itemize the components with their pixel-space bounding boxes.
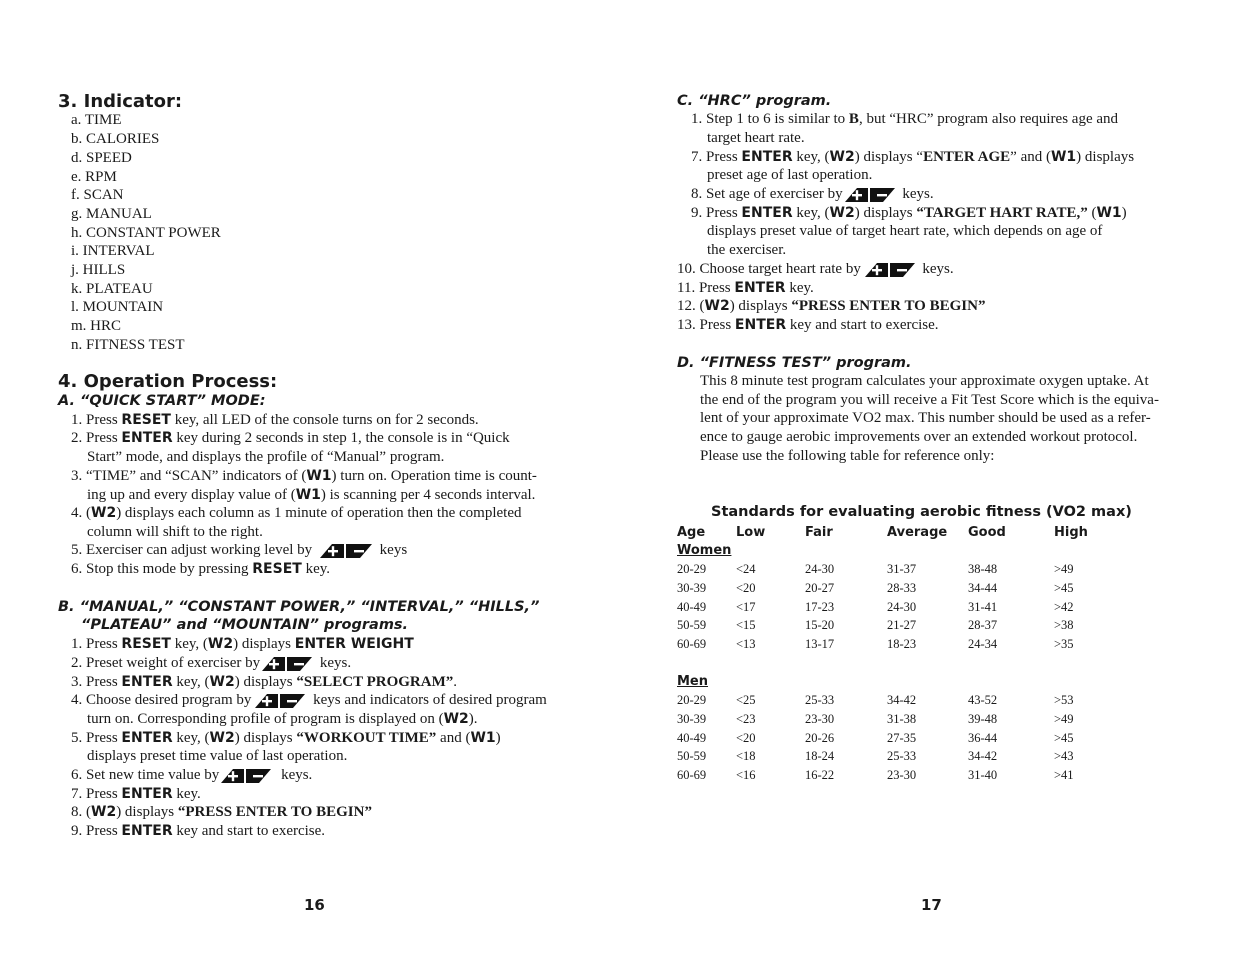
table-cell: <13 bbox=[736, 637, 756, 652]
step-b7: 7. Press ENTER key. bbox=[71, 786, 201, 802]
list-item: l. MOUNTAIN bbox=[71, 299, 164, 315]
table-cell: 18-24 bbox=[805, 749, 835, 764]
step-a4: 4. (W2) displays each column as 1 minute of operation then the completed bbox=[71, 505, 522, 521]
table-cell: 30-39 bbox=[677, 580, 707, 595]
column-header-average: Average bbox=[887, 525, 948, 540]
step-c12: 12. (W2) displays “PRESS ENTER TO BEGIN” bbox=[677, 298, 986, 314]
paragraph-line: lent of your approximate VO2 max. This number should be used as a refer- bbox=[700, 410, 1151, 426]
step-b6: 6. Set new time value by keys. bbox=[71, 767, 313, 783]
table-cell: >38 bbox=[1054, 618, 1074, 633]
step-b8: 8. (W2) displays “PRESS ENTER TO BEGIN” bbox=[71, 804, 372, 820]
table-cell: 18-23 bbox=[887, 637, 917, 652]
step-a5: 5. Exerciser can adjust working level by keys bbox=[71, 542, 408, 558]
table-cell: 30-39 bbox=[677, 711, 707, 726]
table-cell: 24-30 bbox=[805, 562, 835, 576]
step-c11: 11. Press ENTER key. bbox=[677, 280, 814, 296]
list-item: i. INTERVAL bbox=[71, 243, 155, 259]
step-c7: 7. Press ENTER key, (W2) displays “ENTER AGE” and (W1) displays bbox=[691, 149, 1135, 165]
table-cell: <17 bbox=[736, 599, 756, 614]
table-cell: 27-35 bbox=[887, 730, 917, 745]
table-cell: 39-48 bbox=[968, 711, 998, 726]
step-b2: 2. Preset weight of exerciser by keys. bbox=[71, 655, 352, 671]
table-cell: 60-69 bbox=[677, 768, 707, 783]
table-cell: 34-42 bbox=[968, 749, 998, 764]
subsection-d-title: D. “FITNESS TEST” program. bbox=[677, 355, 912, 371]
paragraph-line: This 8 minute test program calculates your approximate oxygen uptake. At bbox=[700, 373, 1149, 389]
list-item: m. HRC bbox=[71, 318, 122, 334]
section-4-title: 4. Operation Process: bbox=[58, 371, 278, 392]
table-cell: 34-42 bbox=[887, 693, 917, 707]
up-down-keys-icon bbox=[320, 543, 372, 559]
table-cell: 50-59 bbox=[677, 618, 707, 633]
table-cell: >49 bbox=[1054, 562, 1074, 576]
table-cell: 25-33 bbox=[887, 749, 917, 764]
table-cell: <20 bbox=[736, 730, 756, 745]
table-cell: >45 bbox=[1054, 730, 1074, 745]
table-cell: 17-23 bbox=[805, 599, 835, 614]
table-cell: >53 bbox=[1054, 693, 1074, 707]
paragraph-line: the end of the program you will receive a Fit Test Score which is the equiva- bbox=[700, 392, 1159, 408]
women-label: Women bbox=[677, 543, 732, 558]
step-a6: 6. Stop this mode by pressing RESET key. bbox=[71, 561, 330, 577]
table-cell: <15 bbox=[736, 618, 756, 633]
table-cell: >35 bbox=[1054, 637, 1074, 652]
step-b4-cont: turn on. Corresponding profile of program is displayed on (W2). bbox=[87, 711, 478, 727]
paragraph-line: ence to gauge aerobic improvements over an extended workout protocol. bbox=[700, 429, 1138, 445]
list-item: d. SPEED bbox=[71, 150, 132, 166]
table-cell: 23-30 bbox=[887, 768, 917, 783]
table-cell: 20-27 bbox=[805, 580, 835, 595]
step-a1: 1. Press RESET key, all LED of the console turns on for 2 seconds. bbox=[71, 412, 479, 428]
step-c10: 10. Choose target heart rate by keys. bbox=[677, 261, 954, 277]
step-b4: 4. Choose desired program by keys and indicators of desired program bbox=[71, 692, 547, 708]
list-item: b. CALORIES bbox=[71, 131, 160, 147]
table-cell: 28-33 bbox=[887, 580, 917, 595]
table-cell: 31-41 bbox=[968, 599, 998, 614]
table-cell: 20-29 bbox=[677, 562, 707, 576]
page-number: 17 bbox=[921, 896, 942, 914]
table-cell: 43-52 bbox=[968, 693, 998, 707]
step-a2-cont: Start” mode, and displays the profile of “Manual” program. bbox=[87, 449, 445, 465]
step-a4-cont: column will shift to the right. bbox=[87, 524, 263, 540]
table-cell: <18 bbox=[736, 749, 756, 764]
table-cell: 50-59 bbox=[677, 749, 707, 764]
table-cell: >42 bbox=[1054, 599, 1074, 614]
table-cell: 31-37 bbox=[887, 562, 917, 576]
step-b5: 5. Press ENTER key, (W2) displays “WORKOUT TIME” and (W1) bbox=[71, 730, 501, 746]
column-header-low: Low bbox=[736, 525, 766, 540]
up-down-keys-icon bbox=[255, 693, 305, 709]
table-cell: 23-30 bbox=[805, 711, 835, 726]
subsection-c-title: C. “HRC” program. bbox=[677, 93, 832, 109]
table-cell: <25 bbox=[736, 693, 756, 707]
step-b9: 9. Press ENTER key and start to exercise. bbox=[71, 823, 326, 839]
table-cell: 40-49 bbox=[677, 599, 707, 614]
table-cell: 40-49 bbox=[677, 730, 707, 745]
step-a2: 2. Press ENTER key during 2 seconds in step 1, the console is in “Quick bbox=[71, 430, 510, 446]
subsection-b-title: B. “MANUAL,” “CONSTANT POWER,” “INTERVAL,” “HILLS,” bbox=[58, 599, 540, 615]
table-cell: 24-30 bbox=[887, 599, 917, 614]
table-cell: 15-20 bbox=[805, 618, 835, 633]
list-item: g. MANUAL bbox=[71, 206, 152, 222]
list-item: n. FITNESS TEST bbox=[71, 337, 185, 353]
step-c7-cont: preset age of last operation. bbox=[707, 167, 873, 183]
step-c13: 13. Press ENTER key and start to exercise. bbox=[677, 317, 939, 333]
subsection-a-title: A. “QUICK START” MODE: bbox=[58, 393, 266, 409]
step-c9-cont2: the exerciser. bbox=[707, 242, 787, 258]
step-b1: 1. Press RESET key, (W2) displays ENTER WEIGHT bbox=[71, 636, 414, 652]
table-cell: 34-44 bbox=[968, 580, 998, 595]
table-cell: 25-33 bbox=[805, 693, 835, 707]
page-number: 16 bbox=[304, 896, 325, 914]
step-a3: 3. “TIME” and “SCAN” indicators of (W1) turn on. Operation time is count- bbox=[71, 468, 537, 484]
table-cell: 36-44 bbox=[968, 730, 998, 745]
step-c9: 9. Press ENTER key, (W2) displays “TARGET HART RATE,” (W1) bbox=[691, 205, 1127, 221]
table-cell: 60-69 bbox=[677, 637, 707, 652]
table-cell: <24 bbox=[736, 562, 756, 576]
list-item: k. PLATEAU bbox=[71, 281, 153, 297]
column-header-fair: Fair bbox=[805, 525, 833, 540]
table-cell: <16 bbox=[736, 768, 756, 783]
table-cell: 20-29 bbox=[677, 693, 707, 707]
table-cell: 21-27 bbox=[887, 618, 917, 633]
up-down-keys-icon bbox=[865, 262, 915, 278]
table-cell: >49 bbox=[1054, 711, 1074, 726]
up-down-keys-icon bbox=[262, 656, 312, 672]
table-cell: 38-48 bbox=[968, 562, 998, 576]
list-item: j. HILLS bbox=[71, 262, 126, 278]
section-3-title: 3. Indicator: bbox=[58, 91, 183, 112]
table-cell: 28-37 bbox=[968, 618, 998, 633]
table-cell: 13-17 bbox=[805, 637, 835, 652]
up-down-keys-icon bbox=[845, 187, 895, 203]
table-cell: 20-26 bbox=[805, 730, 835, 745]
table-title: Standards for evaluating aerobic fitness (VO2 max) bbox=[711, 504, 1132, 520]
step-c1: 1. Step 1 to 6 is similar to B, but “HRC” program also requires age and bbox=[691, 111, 1119, 127]
table-cell: >43 bbox=[1054, 749, 1074, 764]
step-c9-cont: displays preset value of target heart rate, which depends on age of bbox=[707, 223, 1103, 239]
list-item: e. RPM bbox=[71, 169, 117, 185]
subsection-b-title-cont: “PLATEAU” and “MOUNTAIN” programs. bbox=[81, 617, 409, 633]
step-c8: 8. Set age of exerciser by keys. bbox=[691, 186, 934, 202]
table-cell: <23 bbox=[736, 711, 756, 726]
table-cell: <20 bbox=[736, 580, 756, 595]
step-c1-cont: target heart rate. bbox=[707, 130, 805, 146]
column-header-high: High bbox=[1054, 525, 1088, 540]
list-item: a. TIME bbox=[71, 112, 122, 128]
step-a3-cont: ing up and every display value of (W1) is scanning per 4 seconds interval. bbox=[87, 487, 536, 503]
column-header-age: Age bbox=[677, 525, 706, 540]
table-cell: 16-22 bbox=[805, 768, 835, 783]
step-b3: 3. Press ENTER key, (W2) displays “SELECT PROGRAM”. bbox=[71, 674, 457, 690]
list-item: f. SCAN bbox=[71, 187, 124, 203]
men-label: Men bbox=[677, 674, 709, 689]
step-b5-cont: displays preset time value of last operation. bbox=[87, 748, 348, 764]
list-item: h. CONSTANT POWER bbox=[71, 225, 221, 241]
table-cell: 31-40 bbox=[968, 768, 998, 783]
table-cell: >41 bbox=[1054, 768, 1074, 783]
column-header-good: Good bbox=[968, 525, 1006, 540]
up-down-keys-icon bbox=[221, 768, 271, 784]
paragraph-line: Please use the following table for reference only: bbox=[700, 448, 995, 464]
table-cell: 24-34 bbox=[968, 637, 998, 652]
table-cell: 31-38 bbox=[887, 711, 917, 726]
table-cell: >45 bbox=[1054, 580, 1074, 595]
